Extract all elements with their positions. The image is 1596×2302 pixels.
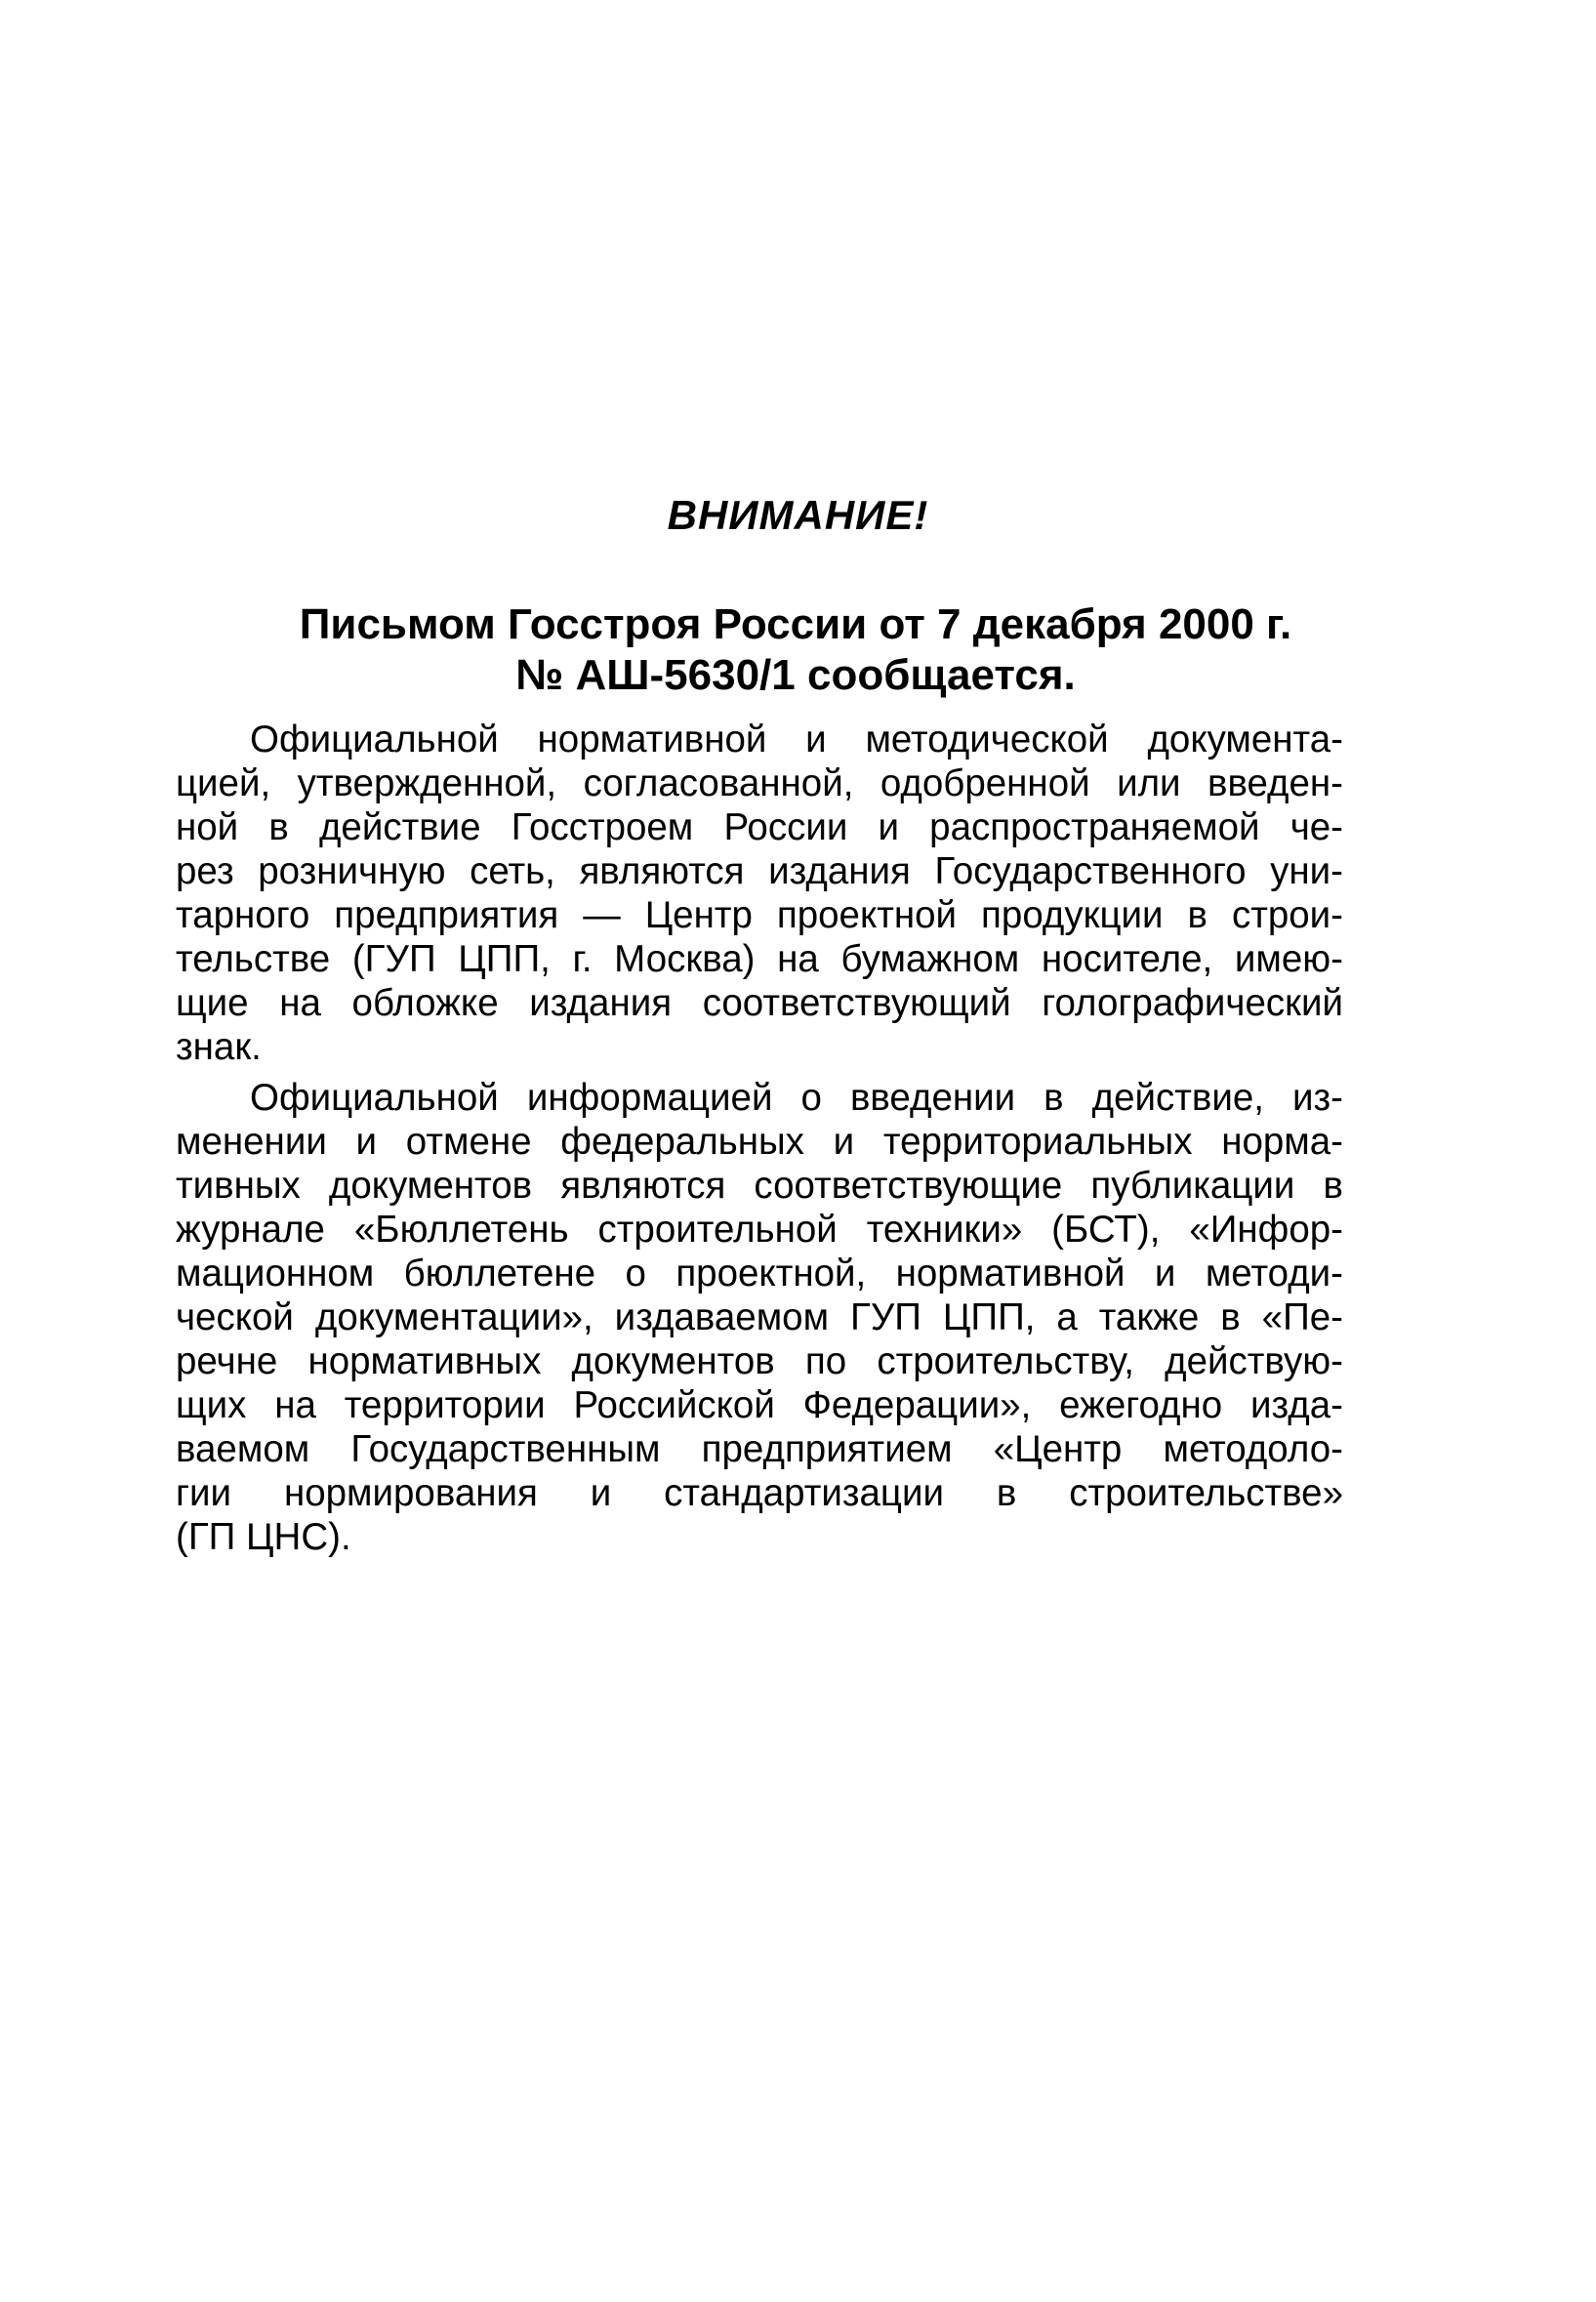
text-line: речне нормативных документов по строительству, действую- [176,1340,1343,1382]
text-line: менении и отмене федеральных и территориальных норма- [176,1121,1343,1163]
text-line: рез розничную сеть, являются издания Государственного уни- [176,850,1343,892]
text-line: (ГП ЦНС). [176,1516,351,1558]
text-line: тивных документов являются соответствующие публикации в [176,1165,1343,1207]
text-line: Официальной нормативной и методической документа- [250,719,1343,760]
text-line: щих на территории Российской Федерации», ежегодно изда- [176,1384,1343,1426]
letter-reference-line: № АШ-5630/1 сообщается. [515,651,1076,699]
letter-reference-line: Письмом Госстроя России от 7 декабря 2000 г. [299,600,1292,648]
text-line: ной в действие Госстроем России и распространяемой че- [176,806,1343,848]
paragraph-official-documentation [176,718,1343,1069]
text-line: знак. [176,1026,262,1068]
text-line: цией, утвержденной, согласованной, одобренной или введен- [176,762,1343,804]
text-line: Официальной информацией о введении в действие, из- [250,1077,1343,1119]
text-line: тельстве (ГУП ЦПП, г. Москва) на бумажном носителе, имею- [176,938,1343,980]
letter-reference [234,599,1357,701]
paragraph-official-information [176,1076,1343,1559]
text-line: ваемом Государственным предприятием «Центр методоло- [176,1428,1343,1470]
text-line: тарного предприятия — Центр проектной продукции в строи- [176,894,1343,936]
text-line: мационном бюллетене о проектной, нормативной и методи- [176,1253,1343,1295]
text-line: журнале «Бюллетень строительной техники» (БСТ), «Инфор- [176,1209,1343,1251]
text-line: щие на обложке издания соответствующий голографический [176,982,1343,1024]
body-text [176,718,1343,1559]
text-line: гии нормирования и стандартизации в строительстве» [176,1472,1343,1514]
text-line: ческой документации», издаваемом ГУП ЦПП, а также в «Пе- [176,1296,1343,1338]
notice-heading: ВНИМАНИЕ! [667,492,929,538]
